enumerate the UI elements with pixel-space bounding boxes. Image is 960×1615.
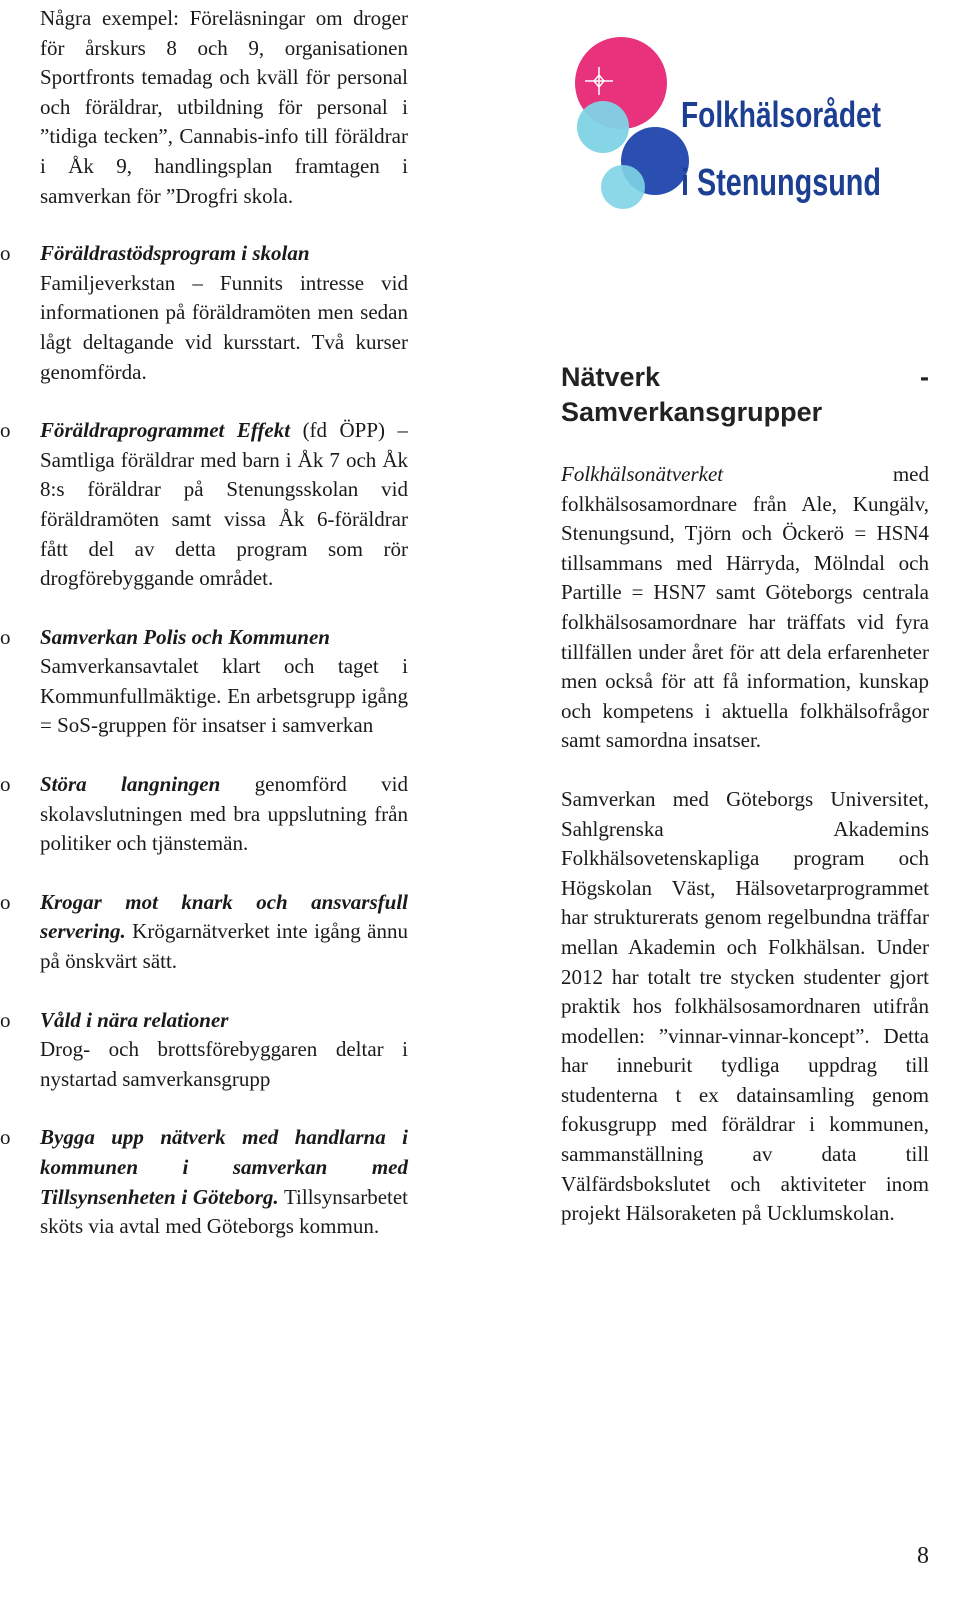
university-paragraph: Samverkan med Göteborgs Universitet, Sahlgrenska Akademins Folkhälsovetenskapliga program och Högskolan Väst, Hälsovetarprogrammet har strukturerats genom regelbundna träffar mellan Akademin och Folkhälsan. Under 2012 har totalt tre stycken studenter gjort praktik hos folkhälsosamordnaren utifrån modellen: ”vinnar-vinnar-koncept”. Detta har inneburit tydliga uppdrag till studenterna t ex datainsamling genom fokusgrupp med föräldrar i kommunen, sammanställning av data till Välfärdsbokslutet och aktiviteter inom projekt Hälsoraketen på Ucklumskolan. [561,786,929,1226]
bullet-marker: o [0,241,11,266]
item-text: genomförd vid skolavslutningen med bra uppslutning från politiker och tjänstemän. [40,772,408,856]
network-text: med folkhälsosamordnare från Ale, Kungälv, Stenungsund, Tjörn och Öckerö = HSN4 tillsammans med Härryda, Mölndal och Partille = HSN7 samt Göteborgs centrala folkhälsosamordnare har träffats vid fyra tillfällen under året för att dela erfarenheter men också för att få information, kunskap och kompetens i aktuella folkhälsofrågor samt samordna insatser. [561,462,929,753]
folkhalsoradet-logo [563,5,893,227]
item-title: Krogar mot knark och ansvarsfull servering. [40,889,408,944]
list-item [0,770,408,859]
item-text: Samverkansavtalet klart och taget i Kommunfullmäktige. En arbetsgrupp igång = SoS-gruppen för insatser i samverkan [40,654,408,738]
bullet-marker: o [0,1125,11,1150]
right-column [561,460,929,1229]
left-column [0,4,409,1271]
item-text: (fd ÖPP) – Samtliga föräldrar med barn i Åk 7 och Åk 8:s föräldrar på Stenungsskolan vid föräldramöten samt vissa Åk 6-föräldrar fått del av detta program som rör drogförebyggande området. [40,418,408,591]
heading-part2: Samverkansgrupper [561,397,823,427]
logo-line1: Folkhälsorådet [681,94,882,135]
logo-cyan-small-circle [601,165,645,209]
network-paragraph [561,460,929,756]
item-title: Störa langningen [40,772,221,797]
logo-line2: i Stenungsund [681,162,881,204]
item-title: Våld i nära relationer [40,1007,229,1032]
network-lead: Folkhälsonätverket [561,462,724,486]
item-text: Drog- och brottsförebyggaren deltar i nystartad samverkansgrupp [40,1037,408,1091]
list-item [0,1123,409,1241]
heading-part1: Nätverk [561,362,661,392]
logo-sparkle-icon [671,57,691,77]
item-title: Föräldrastödsprogram i skolan [40,241,310,266]
bullet-marker: o [0,889,11,914]
item-title: Bygga upp nätverk med handlarna i kommunen i samverkan med Tillsynsenheten i Göteborg. [40,1125,408,1209]
item-title: Samverkan Polis och Kommunen [40,624,330,649]
intro-paragraph: Några exempel: Föreläsningar om droger för årskurs 8 och 9, organisationen Sportfronts temadag och kväll för personal och föräldrar, utbildning för personal i ”tidiga tecken”, Cannabis-info till föräldrar i Åk 9, handlingsplan framtagen i samverkan för ”Drogfri skola. [40,6,408,208]
item-text: Krögarnätverket inte igång ännu på önskvärt sätt. [40,919,408,974]
section-heading [561,360,929,430]
item-text: Familjeverkstan – Funnits intresse vid informationen på föräldramöten men sedan lågt deltagande vid kursstart. Två kurser genomförda. [40,270,408,384]
list-item [0,416,408,594]
list-item [0,1006,408,1095]
item-title: Föräldraprogrammet Effekt [40,418,291,443]
logo-cyan-circle [577,101,629,153]
page-number: 8 [917,1543,929,1569]
bullet-marker: o [0,772,11,797]
list-item [0,239,408,387]
list-item [0,623,408,741]
bullet-marker: o [0,624,11,649]
bullet-marker: o [0,1007,11,1032]
item-text: Tillsynsarbetet sköts via avtal med Göteborgs kommun. [40,1184,409,1239]
list-item [0,888,408,977]
bullet-marker: o [0,418,11,443]
heading-dash: - [920,362,929,392]
